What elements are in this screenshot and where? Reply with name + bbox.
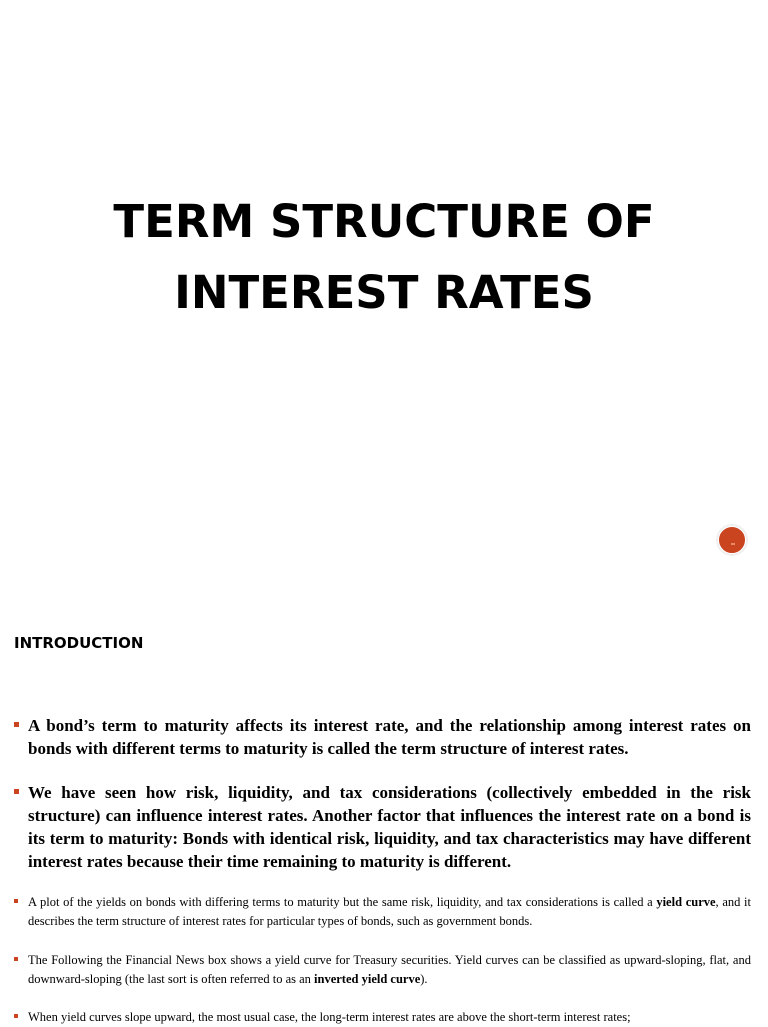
title-line-2: INTEREST RATES [174, 266, 594, 319]
bullet-item [14, 893, 751, 930]
bullet-marker-icon [14, 789, 19, 794]
bullet-text: A bond’s term to maturity affects its interest rate, and the relationship among interest rates on bonds with different terms to maturity is called the term structure of interest rates. [28, 716, 751, 758]
bullet-marker-icon [14, 1014, 18, 1018]
bullet-marker-icon [14, 957, 18, 961]
introduction-slide [0, 590, 768, 1024]
title-line-1: TERM STRUCTURE OF [113, 195, 655, 248]
slide-title [0, 186, 768, 328]
term-yield-curve: yield curve [656, 895, 716, 909]
bullet-marker-icon [14, 899, 18, 903]
bullet-text: When yield curves slope upward, the most usual case, the long-term interest rates are above the short-term interest rates; [28, 1010, 631, 1024]
bullet-item [14, 781, 751, 873]
term-inverted-yield-curve: inverted yield curve [314, 971, 421, 986]
bullet-text: We have seen how risk, liquidity, and tax considerations (collectively embedded in the risk structure) can influence interest rates. Another factor that influences the interest rate on a bond is its term to maturity: Bonds with identical risk, liquidity, and tax characteristics may have different interest rates because their time remaining to maturity is different. [28, 783, 751, 871]
bullet-text: A plot of the yields on bonds with differing terms to maturity but the same risk, liquidity, and tax considerations is called a yield curve, and it describes the term structure of interest rates for particular types of bonds, such as government bonds. [28, 895, 751, 928]
bullet-marker-icon [14, 722, 19, 727]
slide-badge-icon [716, 524, 748, 556]
bullet-item [14, 951, 751, 988]
bullet-item [14, 714, 751, 760]
section-heading: INTRODUCTION [14, 634, 144, 652]
bullet-text: The Following the Financial News box shows a yield curve for Treasury securities. Yield curves can be classified as upward-sloping, flat, and downward-sloping (the last sort is often referred to as an inverted yield curve). [28, 953, 751, 986]
